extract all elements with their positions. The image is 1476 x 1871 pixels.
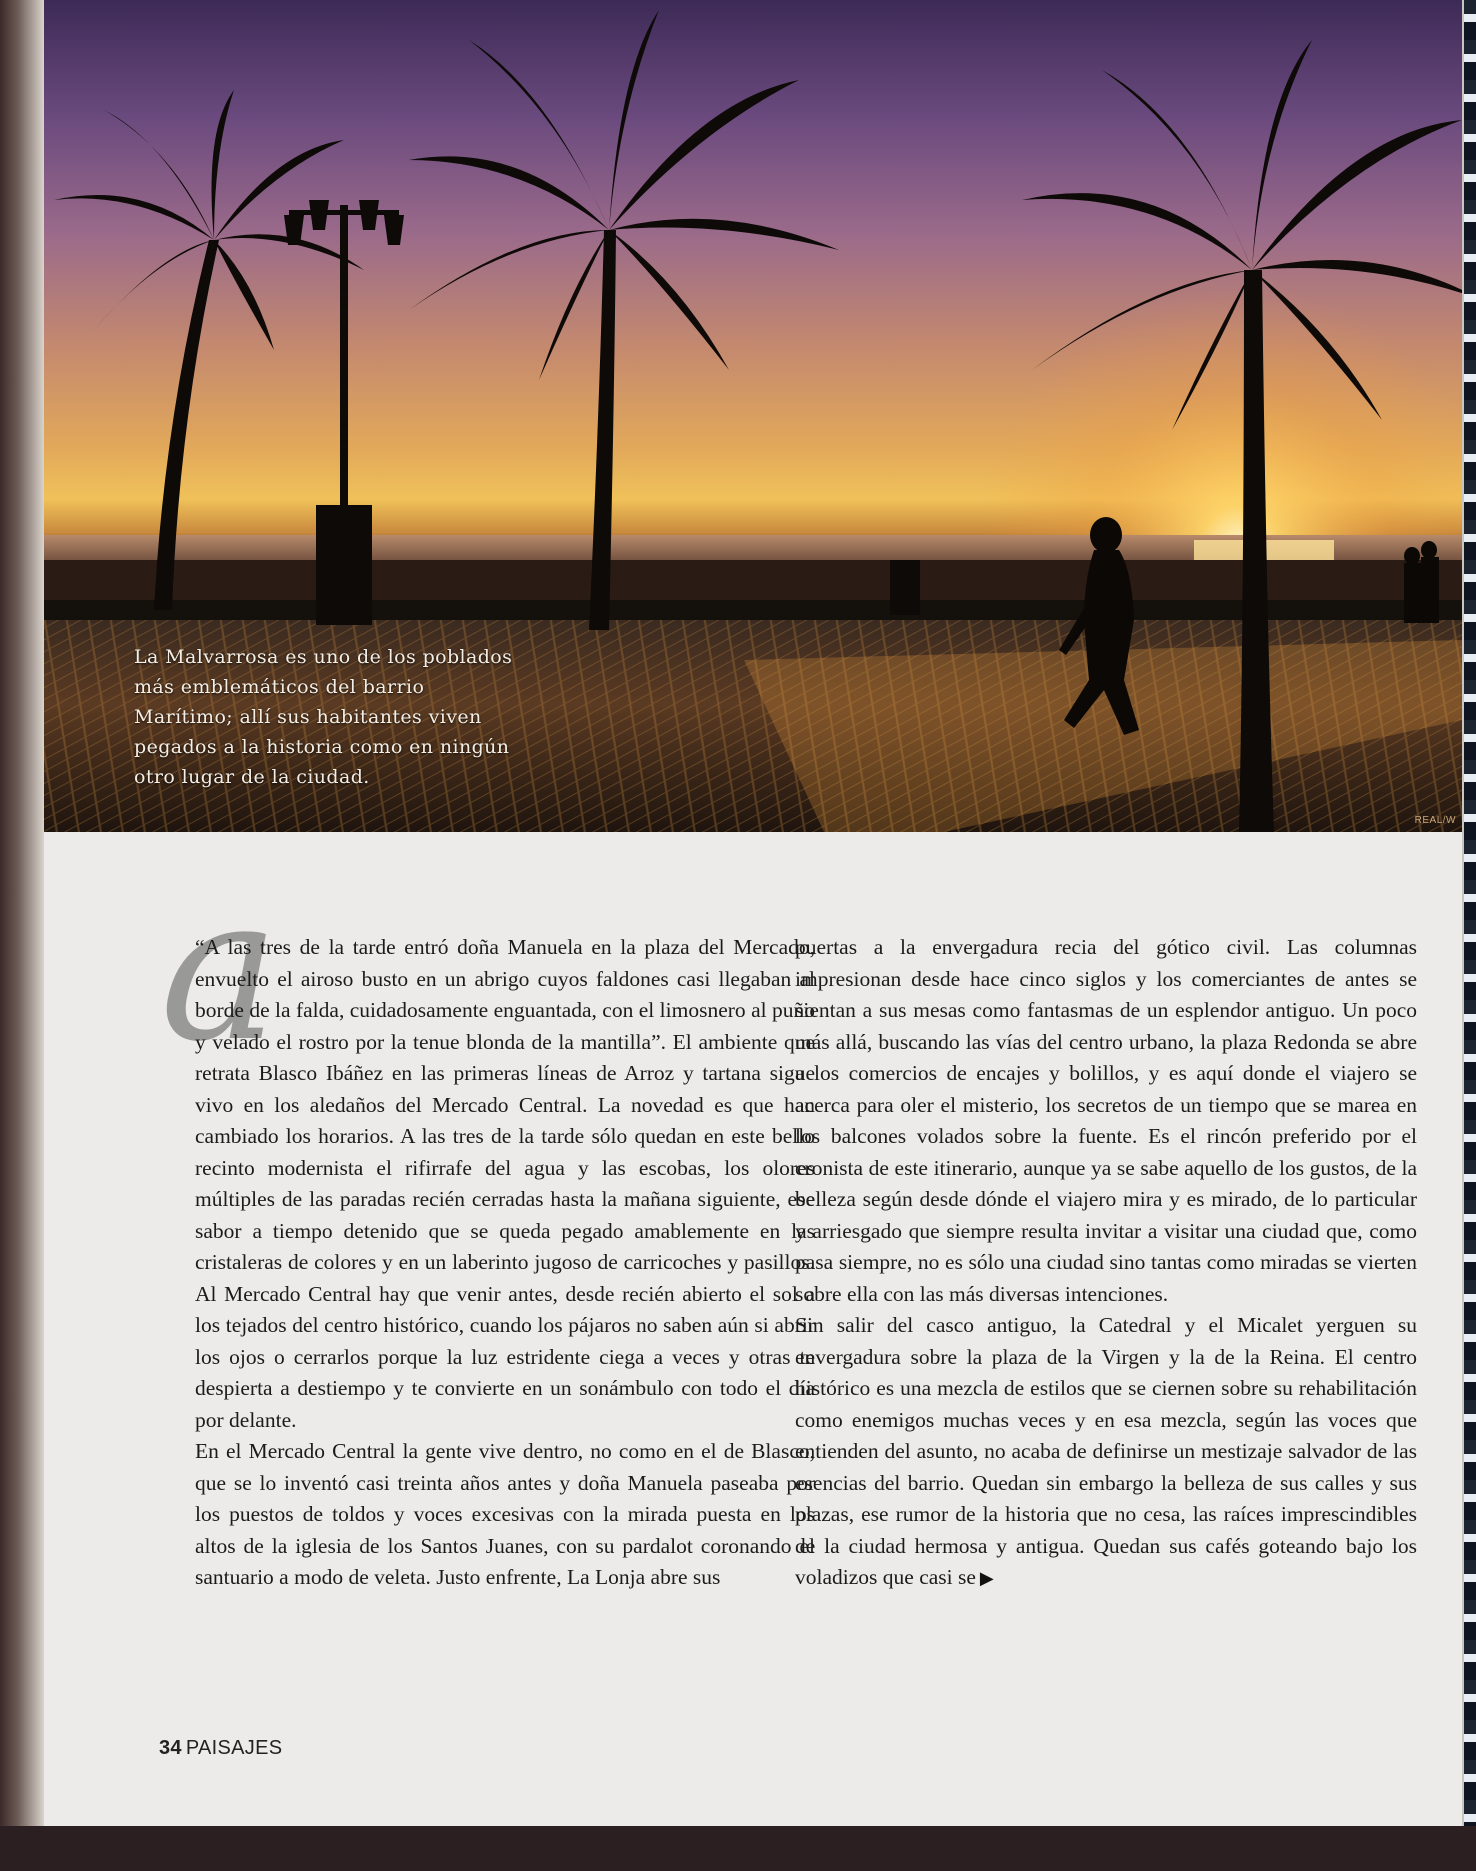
article-paragraph [795,1310,1417,1595]
scan-edge-bottom [0,1826,1476,1871]
scan-edge-right [1462,0,1476,1871]
magazine-page [44,0,1464,1826]
sunset-promenade-photo [44,0,1462,832]
article-column-right [795,932,1417,1595]
page-folio [159,1737,282,1760]
article-paragraph: puertas a la envergadura recia del gótico civil. Las columnas impresionan desde hace cinco siglos y los comerciantes de antes se sientan a sus mesas como fantasmas de un esplendor antiguo. Un poco más allá, buscando las vías del centro urbano, la plaza Redonda se abre a los comercios de encajes y bolillos, y es aquí donde el viajero se acerca para oler el misterio, los secretos de un tiempo que se marea en los balcones volados sobre la fuente. Es el rincón preferido por el cronista de este itinerario, aunque ya se sabe aquello de los gustos, de la belleza según desde dónde el viajero mira y es mirado, de lo particular y arriesgado que siempre resulta invitar a visitar una ciudad que, como pasa siempre, no es sólo una ciudad sino tantas como miradas se vierten sobre ella con las más diversas intenciones. [795,935,1417,1306]
article-column-left [195,932,815,1594]
continue-arrow-icon: ▶ [979,1568,994,1588]
article-paragraph: En el Mercado Central la gente vive dentro, no como en el de Blasco, que se lo inventó casi treinta años antes y doña Manuela paseaba por los puestos de toldos y voces excesivas con la mirada puesta en los altos de la iglesia de los Santos Juanes, con su pardalot coronando el santuario a modo de veleta. Justo enfrente, La Lonja abre sus [195,1439,815,1589]
article-paragraph: “A las tres de la tarde entró doña Manuela en la plaza del Mercado, envuelto el airoso busto en un abrigo cuyos faldones casi llegaban al borde de la falda, cuidadosamente enguantada, con el limosnero al puño y velado el rostro por la tenue blonda de la mantilla”. El ambiente que retrata Blasco Ibáñez en las primeras líneas de Arroz y tartana sigue vivo en los aledaños del Mercado Central. La novedad es que han cambiado los horarios. A las tres de la tarde sólo quedan en este bello recinto modernista el rifirrafe del agua y las escobas, los olores múltiples de las paradas recién cerradas hasta la mañana siguiente, ese sabor a tiempo detenido que se queda pegado amablemente en las cristaleras de colores y en un laberinto jugoso de carricoches y pasillos. Al Mercado Central hay que venir antes, desde recién abierto el sol a los tejados del centro histórico, cuando los pájaros no saben aún si abrir los ojos o cerrarlos porque la luz estridente ciega a veces y otras te despierta a destiempo y te convierte en un sonámbulo con todo el día por delante. [195,935,815,1432]
photo-caption: La Malvarrosa es uno de los poblados más emblemáticos del barrio Marítimo; allí sus habitantes viven pegados a la historia como en ningún otro lugar de la ciudad. [134,646,513,788]
section-name: PAISAJES [185,1737,283,1759]
photo-credit: REAL/W [1414,815,1456,826]
article-paragraph-text: Sin salir del casco antiguo, la Catedral y el Micalet yerguen su envergadura sobre la plaza de la Virgen y la de la Reina. El centro histórico es una mezcla de estilos que se ciernen sobre su rehabilitación como enemigos muchas veces y en esa mezcla, según las voces que entienden del asunto, no acaba de definirse un mestizaje salvador de las esencias del barrio. Quedan sin embargo la belleza de sus calles y sus plazas, ese rumor de la historia que no cesa, las raíces imprescindibles de la ciudad hermosa y antigua. Quedan sus cafés goteando bajo los voladizos que casi se [795,1313,1417,1589]
drop-cap: a [160,853,280,1086]
page-number: 34 [159,1737,182,1759]
scan-edge-left [0,0,44,1871]
